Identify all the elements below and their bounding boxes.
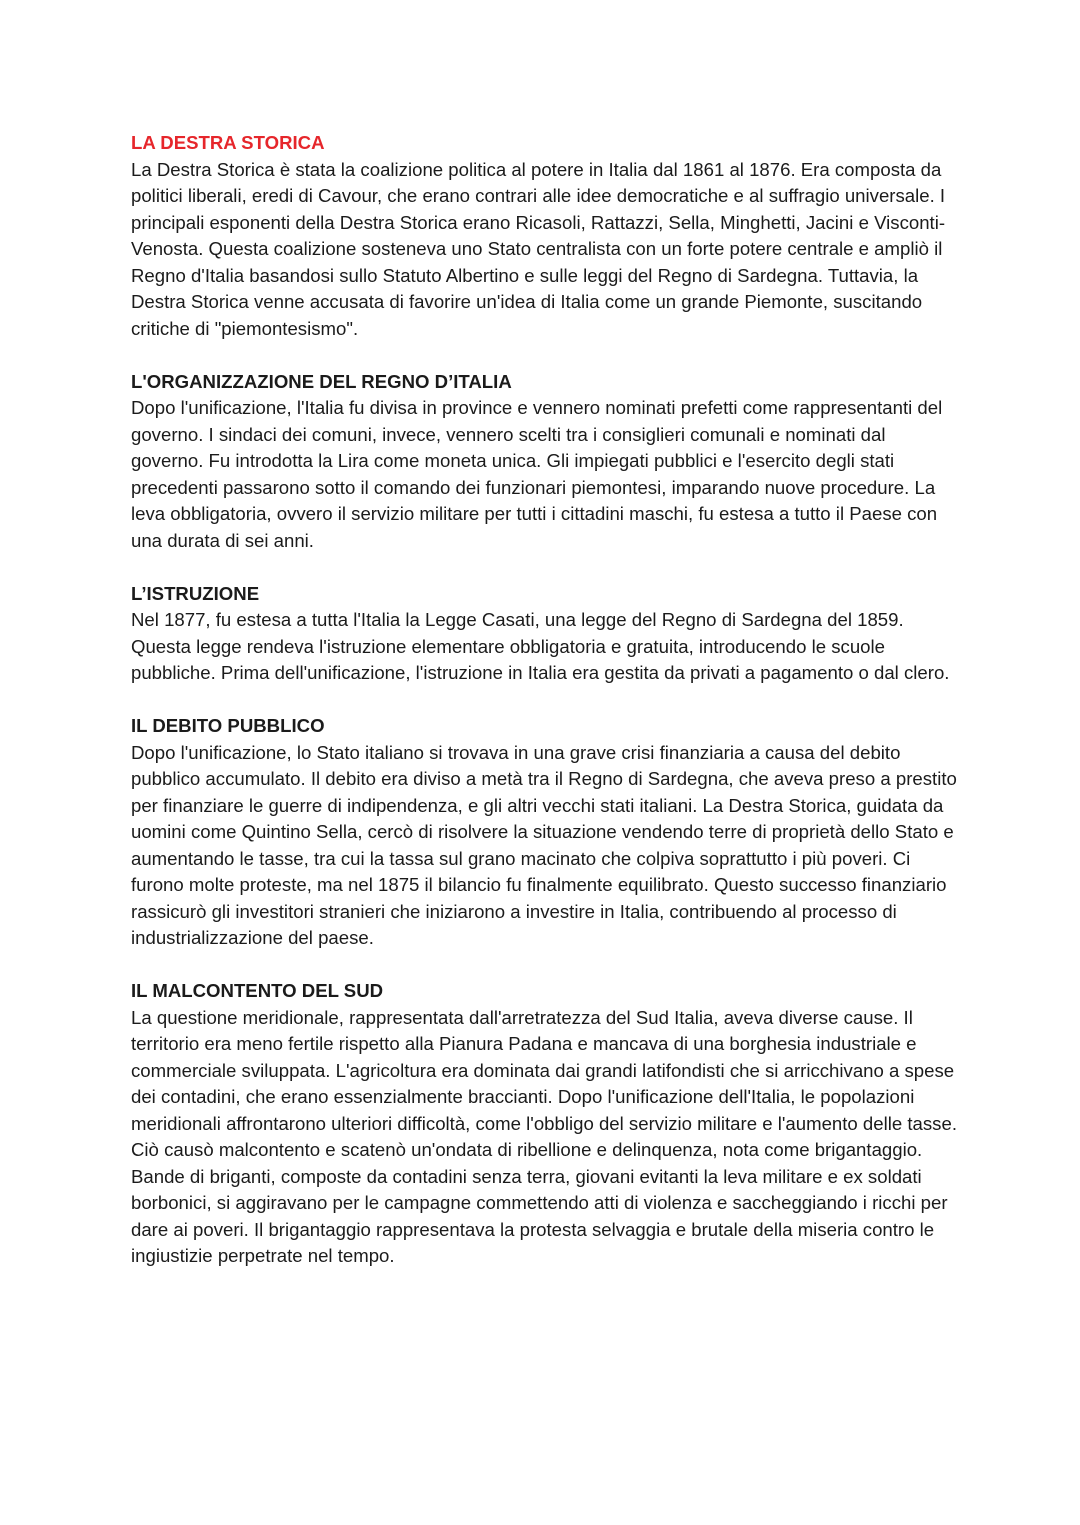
section-paragraph: La questione meridionale, rappresentata dall'arretratezza del Sud Italia, aveva diverse cause. Il territorio era meno fertile rispetto alla Pianura Padana e mancava di una borghesia industriale e commerciale sviluppata. L'agricoltura era dominata dai grandi latifondisti che si arricchivano a spese dei contadini, che erano essenzialmente braccianti. Dopo l'unificazione dell'Italia, le popolazioni meridionali affrontarono ulteriori difficoltà, come l'obbligo del servizio militare e l'aumento delle tasse. Ciò causò malcontento e scatenò un'ondata di ribellione e delinquenza, nota come brigantaggio. Bande di briganti, composte da contadini senza terra, giovani evitanti la leva militare e ex soldati borbonici, si aggiravano per le campagne commettendo atti di violenza e saccheggiando i ricchi per dare ai poveri. Il brigantaggio rappresentava la protesta selvaggia e brutale della miseria contro le ingiustizie perpetrate nel tempo. [131, 1006, 957, 1266]
section-paragraph: Dopo l'unificazione, lo Stato italiano si trovava in una grave crisi finanziaria a causa del debito pubblico accumulato. Il debito era diviso a metà tra il Regno di Sardegna, che aveva preso a prestito per finanziare le guerre di indipendenza, e gli altri vecchi stati italiani. La Destra Storica, guidata da uomini come Quintino Sella, cercò di risolvere la situazione vendendo terre di proprietà dello Stato e aumentando le tasse, tra cui la tassa sul grano macinato che colpiva soprattutto i più poveri. Ci furono molte proteste, ma nel 1875 il bilancio fu finalmente equilibrato. Questo successo finanziario rassicurò gli investitori stranieri che iniziarono a investire in Italia, contribuendo al processo di industrializzazione del paese. [131, 741, 957, 948]
section-heading: IL MALCONTENTO DEL SUD [131, 980, 384, 1001]
section-paragraph: Nel 1877, fu estesa a tutta l'Italia la Legge Casati, una legge del Regno di Sardegna del 1859. Questa legge rendeva l'istruzione elementare obbligatoria e gratuita, introducendo le scuole pubbliche. Prima dell'unificazione, l'istruzione in Italia era gestita da privati a pagamento o dal clero. [131, 609, 950, 683]
section-istruzione [131, 581, 961, 687]
section-paragraph: Dopo l'unificazione, l'Italia fu divisa in province e vennero nominati prefetti come rappresentanti del governo. I sindaci dei comuni, invece, vennero scelti tra i consiglieri comunali e nominati dal governo. Fu introdotta la Lira come moneta unica. Gli impiegati pubblici e l'esercito degli stati precedenti passarono sotto il comando dei funzionari piemontesi, imparando nuove procedure. La leva obbligatoria, ovvero il servizio militare per tutti i cittadini maschi, fu estesa a tutto il Paese con una durata di sei anni. [131, 397, 943, 551]
section-paragraph: La Destra Storica è stata la coalizione politica al potere in Italia dal 1861 al 1876. Era composta da politici liberali, eredi di Cavour, che erano contrari alle idee democratiche e al suffragio universale. I principali esponenti della Destra Storica erano Ricasoli, Rattazzi, Sella, Minghetti, Jacini e Visconti-Venosta. Questa coalizione sosteneva uno Stato centralista con un forte potere centrale e ampliò il Regno d'Italia basandosi sullo Statuto Albertino e sulle leggi del Regno di Sardegna. Tuttavia, la Destra Storica venne accusata di favorire un'idea di Italia come un grande Piemonte, suscitando critiche di "piemontesismo". [131, 158, 946, 339]
section-heading: L’ISTRUZIONE [131, 582, 260, 604]
document-page [131, 130, 961, 1296]
section-heading: IL DEBITO PUBBLICO [131, 715, 325, 736]
section-heading: LA DESTRA STORICA [131, 132, 325, 153]
section-destra-storica [131, 130, 961, 342]
section-malcontento-sud [131, 978, 961, 1270]
section-debito-pubblico [131, 713, 961, 952]
section-organizzazione-regno [131, 369, 961, 555]
section-heading: L'ORGANIZZAZIONE DEL REGNO D’ITALIA [131, 370, 512, 392]
